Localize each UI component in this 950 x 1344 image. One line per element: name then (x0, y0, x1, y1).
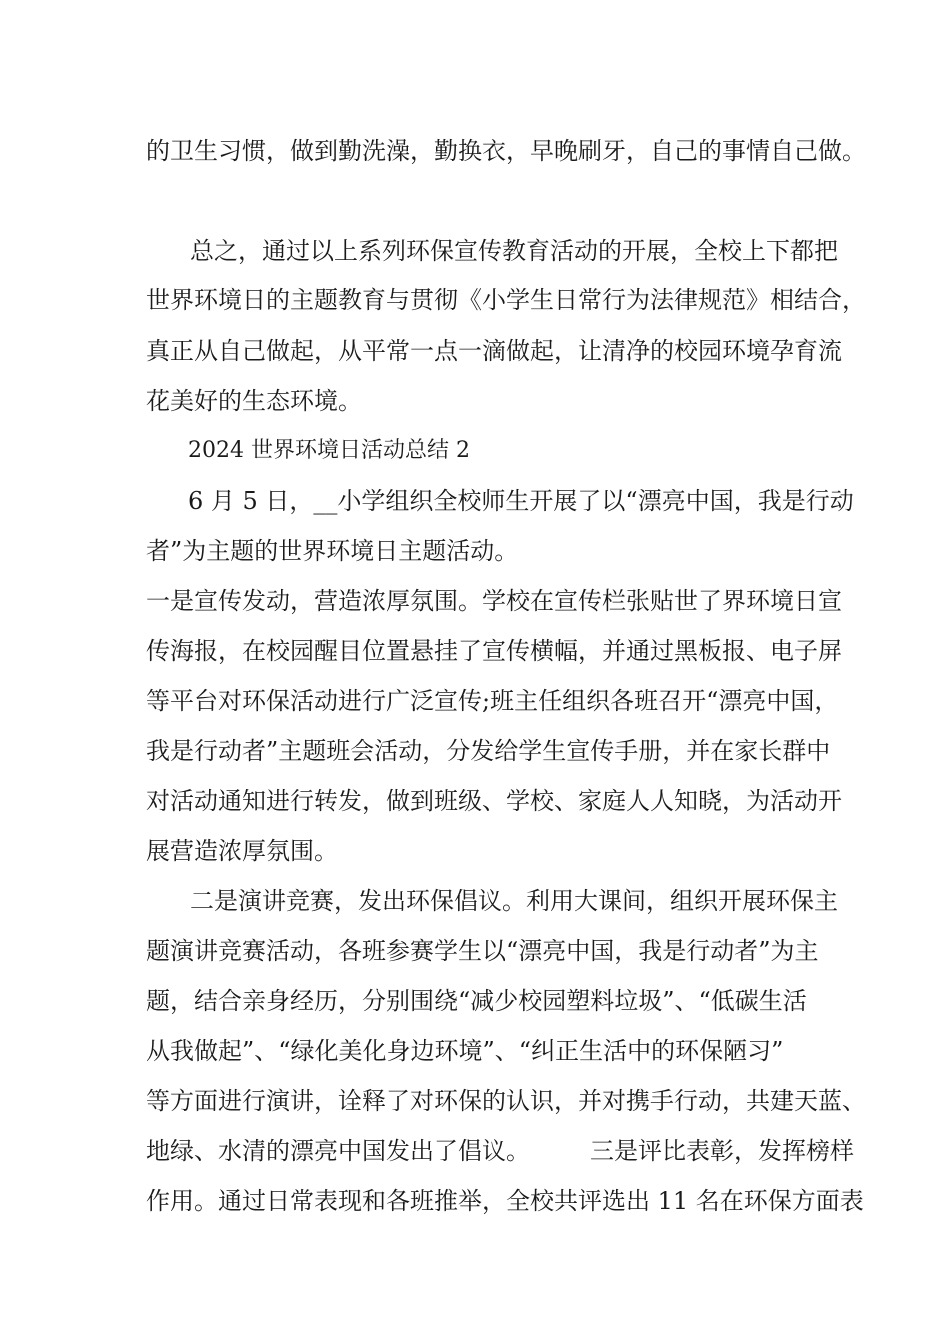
text-line: 展营造浓厚氛围。 (146, 837, 338, 865)
text-line: 题演讲竞赛活动，各班参赛学生以“漂亮中国，我是行动者”为主 (146, 937, 819, 965)
text-line: 等方面进行演讲，诠释了对环保的认识，并对携手行动，共建天蓝、 (146, 1087, 866, 1115)
text-line: 花美好的生态环境。 (146, 387, 362, 415)
text-line: 对活动通知进行转发，做到班级、学校、家庭人人知晓，为活动开 (146, 787, 842, 815)
text-line: 从我做起”、“绿化美化身边环境”、“纠正生活中的环保陋习” (146, 1037, 784, 1065)
section-heading: 2024 世界环境日活动总结 2 (188, 438, 470, 463)
paragraph-first-line: 二是演讲竞赛，发出环保倡议。利用大课间，组织开展环保主 (190, 887, 838, 915)
text-line: 等平台对环保活动进行广泛宣传;班主任组织各班召开“漂亮中国， (146, 687, 839, 715)
paragraph-first-line: 一是宣传发动，营造浓厚氛围。学校在宣传栏张贴世了界环境日宣 (146, 587, 842, 615)
text-line: 我是行动者”主题班会活动，分发给学生宣传手册，并在家长群中 (146, 737, 831, 765)
paragraph-first-line: 总之，通过以上系列环保宣传教育活动的开展，全校上下都把 (190, 237, 838, 265)
text-line: 作用。通过日常表现和各班推举，全校共评选出 11 名在环保方面表 (146, 1187, 864, 1215)
text-line: 题，结合亲身经历，分别围绕“减少校园塑料垃圾”、“低碳生活 (146, 987, 807, 1015)
text-line: 真正从自己做起，从平常一点一滴做起，让清净的校园环境孕育流 (146, 337, 842, 365)
text-line: 传海报，在校园醒目位置悬挂了宣传横幅，并通过黑板报、电子屏 (146, 637, 842, 665)
text-line: 地绿、水清的漂亮中国发出了倡议。 三是评比表彰，发挥榜样 (146, 1137, 854, 1165)
paragraph-first-line: 6 月 5 日，__小学组织全校师生开展了以“漂亮中国，我是行动 (188, 487, 854, 515)
text-line: 者”为主题的世界环境日主题活动。 (146, 537, 519, 565)
text-line: 世界环境日的主题教育与贯彻《小学生日常行为法律规范》相结合， (146, 286, 866, 314)
text-line: 的卫生习惯，做到勤洗澡，勤换衣，早晚刷牙，自己的事情自己做。 (146, 137, 866, 165)
